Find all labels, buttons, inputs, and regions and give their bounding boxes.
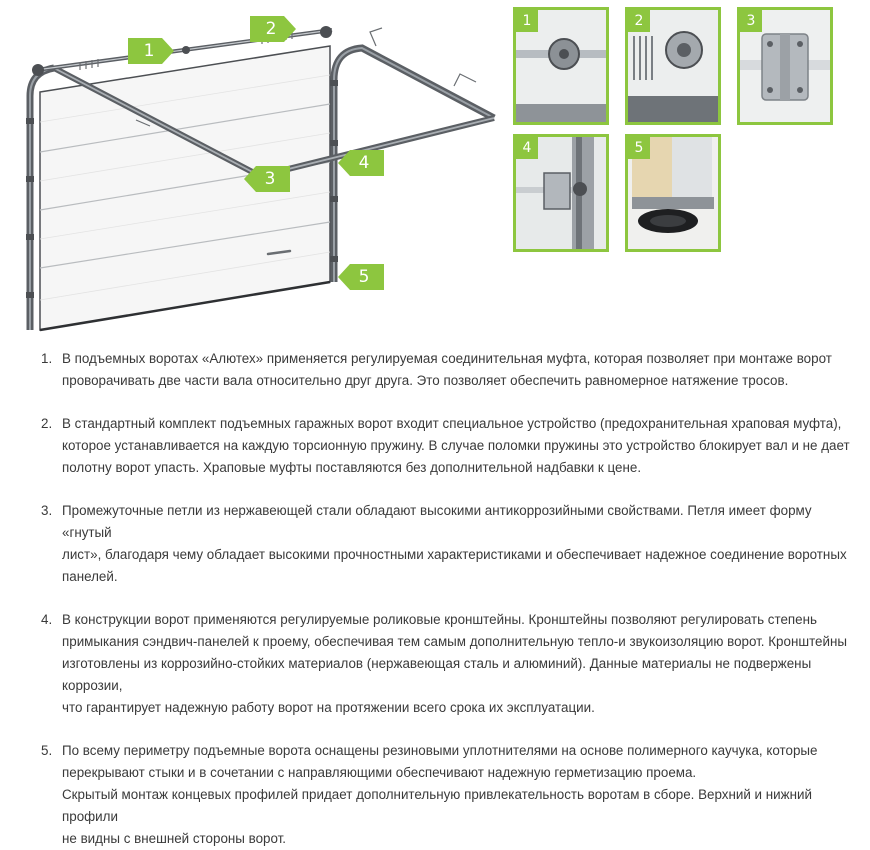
item-text-line: что гарантирует надежную работу ворот на протяжении всего срока их эксплуатации. <box>62 700 595 715</box>
detail-number: 5 <box>628 137 650 159</box>
item-text-line: панелей. <box>62 569 118 584</box>
item-text-line: В конструкции ворот применяются регулируемые роликовые кронштейны. Кронштейны позволяют регулировать степень <box>62 612 818 627</box>
item-number: 1. <box>41 351 53 366</box>
detail-number: 2 <box>628 10 650 32</box>
item-text-line: лист», благодаря чему обладает высокими прочностными характеристиками и обеспечивает надежное соединение воротных <box>62 547 847 562</box>
item-number: 5. <box>41 743 53 758</box>
detail-number: 3 <box>740 10 762 32</box>
garage-door-illustration <box>0 0 500 340</box>
item-text-line: проворачивать две части вала относительно друг друга. Это позволяет обеспечить равномерное натяжение тросов. <box>62 373 789 388</box>
detail-number: 1 <box>516 10 538 32</box>
callout-4: 4 <box>336 148 384 178</box>
detail-5-seal <box>625 134 721 252</box>
detail-4-roller-bracket <box>513 134 609 252</box>
callout-5: 5 <box>336 262 384 292</box>
list-item <box>36 609 860 719</box>
item-number: 3. <box>41 503 53 518</box>
list-item <box>36 413 860 479</box>
callout-3: 3 <box>242 164 290 194</box>
item-text-line: В подъемных воротах «Алютех» применяется регулируемая соединительная муфта, которая позволяет при монтаже ворот <box>62 351 832 366</box>
item-text-line: Скрытый монтаж концевых профилей придает дополнительную привлекательность воротам в сборе. Верхний и нижний профили <box>62 787 812 824</box>
item-text-line: изготовлены из коррозийно-стойких материалов (нержавеющая сталь и алюминий). Данные материалы не подвержены коррозии, <box>62 656 812 693</box>
item-text-line: По всему периметру подъемные ворота оснащены резиновыми уплотнителями на основе полимерного каучука, которые <box>62 743 818 758</box>
list-item <box>36 740 860 850</box>
detail-2-ratchet <box>625 7 721 125</box>
detail-number: 4 <box>516 137 538 159</box>
item-text-line: Промежуточные петли из нержавеющей стали обладают высокими антикоррозийными свойствами. Петля имеет форму «гнутый <box>62 503 812 540</box>
features-list <box>36 348 860 850</box>
item-text-line: которое устанавливается на каждую торсионную пружину. В случае поломки пружины это устройство блокирует вал и не дает <box>62 438 850 453</box>
item-number: 2. <box>41 416 53 431</box>
detail-1-coupling <box>513 7 609 125</box>
callout-1: 1 <box>128 36 176 66</box>
detail-3-hinge <box>737 7 833 125</box>
list-item <box>36 348 860 392</box>
item-number: 4. <box>41 612 53 627</box>
item-text-line: примыкания сэндвич-панелей к проему, обеспечивая тем самым дополнительную тепло-и звукоизоляцию ворот. Кронштейны <box>62 634 848 649</box>
item-text-line: В стандартный комплект подъемных гаражных ворот входит специальное устройство (предохранительная храповая муфта), <box>62 416 842 431</box>
item-text-line: не видны с внешней стороны ворот. <box>62 831 287 846</box>
item-text-line: перекрывают стыки и в сочетании с направляющими обеспечивают надежную герметизацию проема. <box>62 765 697 780</box>
list-item <box>36 500 860 588</box>
callout-2: 2 <box>250 14 298 44</box>
item-text-line: полотну ворот упасть. Храповые муфты поставляются без дополнительной надбавки к цене. <box>62 460 642 475</box>
